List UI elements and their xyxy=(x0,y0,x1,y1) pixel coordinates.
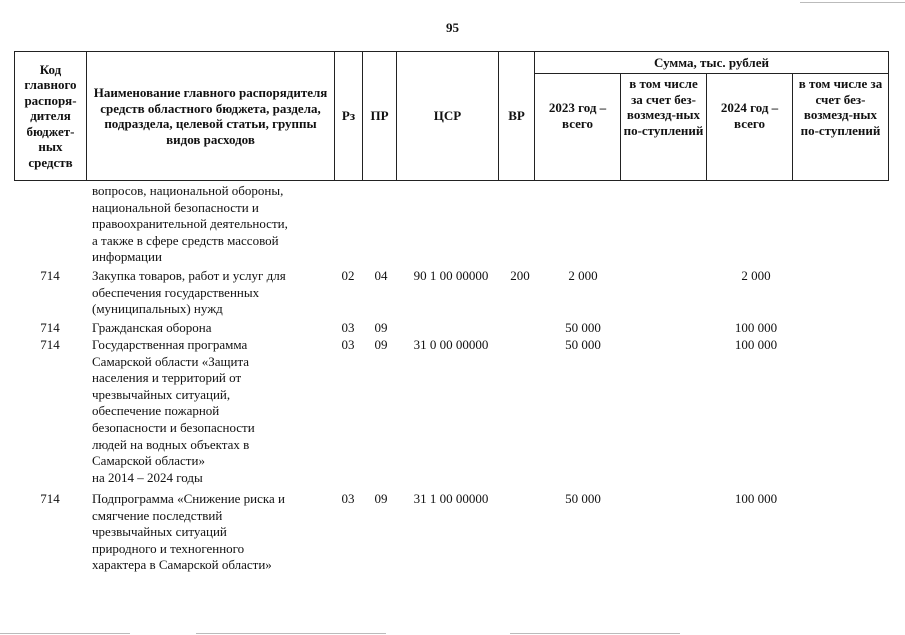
row-1-2024: 2 000 xyxy=(741,268,771,283)
row-4-csr: 31 1 00 00000 xyxy=(413,491,489,506)
header-2024-free: в том числе за счет без-возмезд-ных по-ступлений xyxy=(793,74,889,181)
header-2023-total: 2023 год – всего xyxy=(535,74,621,181)
header-2023-free: в том числе за счет без-возмезд-ных по-ступлений xyxy=(621,74,707,181)
header-vr: ВР xyxy=(499,52,535,181)
table-header xyxy=(14,51,889,181)
row-2-2024: 100 000 xyxy=(734,320,778,335)
row-1-pr: 04 xyxy=(374,268,388,283)
row-4-2024: 100 000 xyxy=(734,491,778,506)
row-2-rz: 03 xyxy=(341,320,355,335)
scan-artifact-line xyxy=(510,633,680,634)
row-0-name: вопросов, национальной обороны, национальной безопасности и правоохранительной деятельности, а также в сфере средств массовой информации xyxy=(92,183,288,265)
row-3-rz: 03 xyxy=(341,337,355,352)
row-3-pr: 09 xyxy=(374,337,388,352)
header-pr: ПР xyxy=(363,52,397,181)
row-2-code: 714 xyxy=(40,320,60,335)
row-4-name: Подпрограмма «Снижение риска и смягчение последствий чрезвычайных ситуаций природного и техногенного характера в Самарской области» xyxy=(92,491,285,573)
row-1-code: 714 xyxy=(40,268,60,283)
row-2-pr: 09 xyxy=(374,320,388,335)
row-1-name: Закупка товаров, работ и услуг для обеспечения государственных (муниципальных) нужд xyxy=(92,268,286,317)
header-sum: Сумма, тыс. рублей xyxy=(535,52,889,74)
header-code: Код главного распоря-дителя бюджет-ных средств xyxy=(15,52,87,181)
row-3-csr: 31 0 00 00000 xyxy=(413,337,489,352)
row-3-2024: 100 000 xyxy=(734,337,778,352)
scan-artifact-line xyxy=(0,633,130,634)
row-1-vr: 200 xyxy=(510,268,530,283)
row-1-rz: 02 xyxy=(341,268,355,283)
row-3-2023: 50 000 xyxy=(565,337,601,352)
scan-artifact-line xyxy=(196,633,386,634)
row-4-pr: 09 xyxy=(374,491,388,506)
row-1-csr: 90 1 00 00000 xyxy=(413,268,489,283)
row-2-name: Гражданская оборона xyxy=(92,320,212,335)
header-csr: ЦСР xyxy=(397,52,499,181)
row-2-2023: 50 000 xyxy=(565,320,601,335)
header-rz: Рз xyxy=(335,52,363,181)
scan-artifact-line xyxy=(800,2,905,3)
header-2024-total: 2024 год – всего xyxy=(707,74,793,181)
row-3-code: 714 xyxy=(40,337,60,352)
page-number: 95 xyxy=(446,20,459,35)
row-3-name: Государственная программа Самарской области «Защита населения и территорий от чрезвычайных ситуаций, обеспечение пожарной безопасности и безопасности людей на водных объектах в Самарской области» на 2014 – 2024 годы xyxy=(92,337,255,485)
row-4-code: 714 xyxy=(40,491,60,506)
row-1-2023: 2 000 xyxy=(568,268,598,283)
header-name: Наименование главного распорядителя средств областного бюджета, раздела, подраздела, целевой статьи, группы видов расходов xyxy=(87,52,335,181)
row-4-2023: 50 000 xyxy=(565,491,601,506)
row-4-rz: 03 xyxy=(341,491,355,506)
